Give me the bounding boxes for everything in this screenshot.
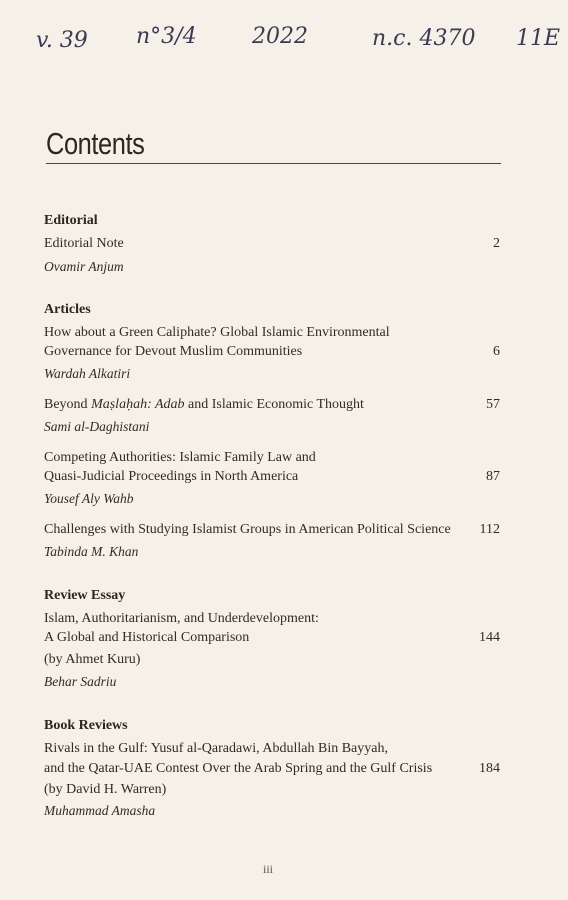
entry-reviewed-author: (by David H. Warren): [44, 782, 167, 797]
handwritten-year: 2022: [252, 24, 308, 49]
entry-author: Sami al-Daghistani: [44, 419, 150, 434]
handwritten-mark: 11E: [516, 26, 561, 51]
entry-reviewed-author: (by Ahmet Kuru): [44, 652, 141, 667]
handwritten-volume: v. 39: [36, 28, 88, 53]
section-heading-articles: Articles: [44, 302, 91, 317]
entry-author: Muhammad Amasha: [44, 803, 156, 818]
entry-title-line[interactable]: Quasi-Judicial Proceedings in North America: [44, 469, 299, 484]
handwritten-number: n°3/4: [136, 24, 197, 49]
section-heading-book-reviews: Book Reviews: [44, 718, 128, 733]
entry-title-line[interactable]: A Global and Historical Comparison: [44, 630, 250, 645]
entry-title-line[interactable]: Islam, Authoritarianism, and Underdevelopment:: [44, 611, 319, 626]
entry-title-line[interactable]: Rivals in the Gulf: Yusuf al-Qaradawi, Abdullah Bin Bayyah,: [44, 741, 388, 756]
entry-title-line[interactable]: How about a Green Caliphate? Global Islamic Environmental: [44, 325, 390, 340]
page-folio: [0, 862, 568, 877]
entry-page: 144: [479, 630, 500, 645]
page-title: Contents: [46, 126, 145, 161]
entry-page: 2: [493, 236, 500, 251]
entry-title-line[interactable]: Competing Authorities: Islamic Family Law and: [44, 450, 316, 465]
folio-number: iii: [262, 862, 273, 876]
entry-title-line[interactable]: Governance for Devout Muslim Communities: [44, 344, 303, 359]
entry-title-line[interactable]: Challenges with Studying Islamist Groups in American Political Science: [44, 522, 451, 537]
entry-author: Yousef Aly Wahb: [44, 491, 134, 506]
entry-author: Tabinda M. Khan: [44, 544, 139, 559]
entry-author: Behar Sadriu: [44, 674, 117, 689]
entry-author: Ovamir Anjum: [44, 259, 124, 274]
entry-title[interactable]: Editorial Note: [44, 236, 124, 251]
entry-page: 87: [486, 469, 500, 484]
section-heading-review-essay: Review Essay: [44, 588, 126, 603]
entry-title-line[interactable]: Beyond Maṣlaḥah: Adab and Islamic Economic Thought: [44, 397, 364, 412]
handwritten-annotation: [32, 24, 561, 54]
entry-page: 6: [493, 344, 500, 359]
entry-title-line[interactable]: and the Qatar-UAE Contest Over the Arab Spring and the Gulf Crisis: [44, 761, 433, 776]
section-heading-editorial: Editorial: [44, 213, 98, 228]
handwritten-code: n.c. 4370: [372, 26, 476, 51]
entry-author: Wardah Alkatiri: [44, 366, 131, 381]
title-rule: [46, 163, 501, 164]
entry-page: 112: [479, 522, 500, 537]
entry-page: 57: [486, 397, 500, 412]
entry-page: 184: [479, 761, 500, 776]
